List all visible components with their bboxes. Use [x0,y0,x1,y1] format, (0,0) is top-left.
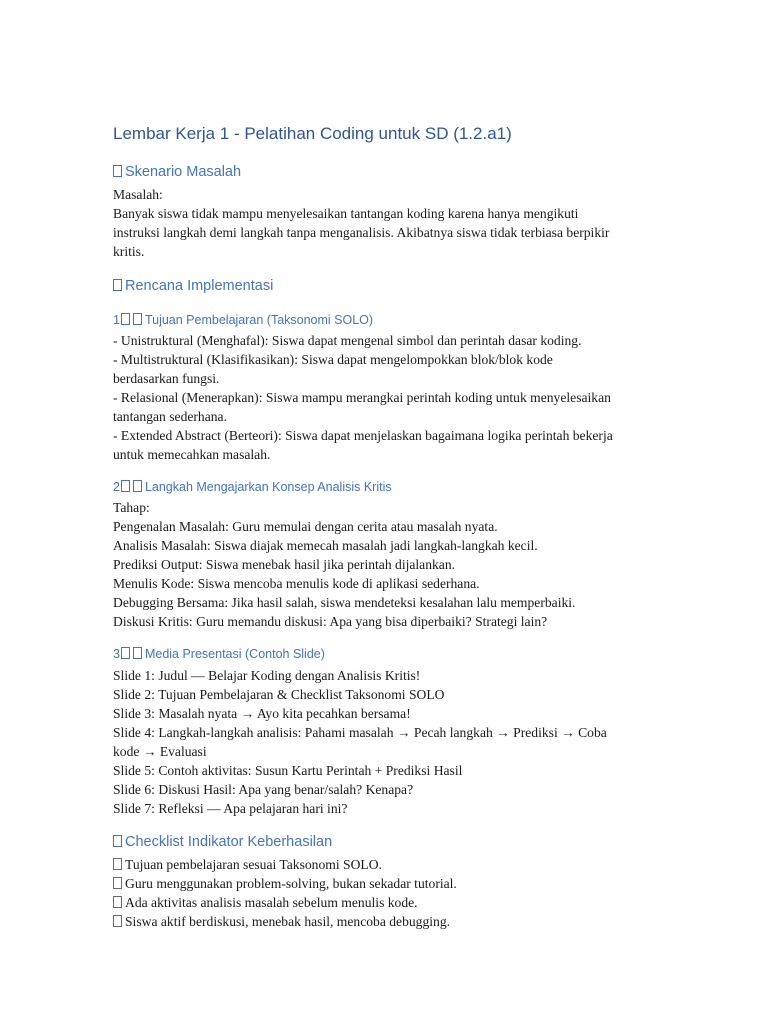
missing-glyph-icon [121,647,130,659]
body-line: tantangan sederhana. [113,409,227,424]
body-line: - Relasional (Menerapkan): Siswa mampu merangkai perintah koding untuk menyelesaikan [113,390,611,405]
checklist-item: Siswa aktif berdiskusi, menebak hasil, mencoba debugging. [113,912,673,931]
checklist-item: Tujuan pembelajaran sesuai Taksonomi SOLO. [113,855,673,874]
checkbox-icon [113,877,122,889]
media-body [113,666,673,818]
missing-glyph-icon [113,165,122,177]
body-line: - Multistruktural (Klasifikasikan): Siswa dapat mengelompokkan blok/blok kode [113,352,553,367]
body-line: Tahap: [113,500,150,515]
body-line: Slide 4: Langkah-langkah analisis: Pahami masalah → Pecah langkah → Prediksi → Coba [113,725,607,740]
body-line: Diskusi Kritis: Guru memandu diskusi: Apa yang bisa diperbaiki? Strategi lain? [113,614,548,629]
body-line: Slide 5: Contoh aktivitas: Susun Kartu Perintah + Prediksi Hasil [113,763,463,778]
missing-glyph-icon [133,313,142,325]
checkbox-icon [113,915,122,927]
body-line: instruksi langkah demi langkah tanpa menganalisis. Akibatnya siswa tidak terbiasa berpikir [113,225,610,240]
missing-glyph-icon [133,647,142,659]
section-heading-skenario: Skenario Masalah [113,164,241,180]
document-title: Lembar Kerja 1 - Pelatihan Coding untuk SD (1.2.a1) [113,124,512,143]
missing-glyph-icon [113,835,122,847]
body-line: Slide 7: Refleksi — Apa pelajaran hari ini? [113,801,348,816]
body-line: untuk memecahkan masalah. [113,447,271,462]
checkbox-icon [113,858,122,870]
subheading-langkah: 2 Langkah Mengajarkan Konsep Analisis Kritis [113,480,392,494]
skenario-body [113,185,673,261]
body-line: Debugging Bersama: Jika hasil salah, siswa mendeteksi kesalahan lalu memperbaiki. [113,595,576,610]
subheading-media: 3 Media Presentasi (Contoh Slide) [113,647,325,661]
checklist-item: Ada aktivitas analisis masalah sebelum menulis kode. [113,893,673,912]
body-line: Banyak siswa tidak mampu menyelesaikan tantangan koding karena hanya mengikuti [113,206,579,221]
missing-glyph-icon [121,480,130,492]
missing-glyph-icon [113,279,122,291]
body-line: Analisis Masalah: Siswa diajak memecah masalah jadi langkah-langkah kecil. [113,538,538,553]
langkah-body [113,498,673,631]
body-line: Prediksi Output: Siswa menebak hasil jika perintah dijalankan. [113,557,456,572]
body-line: Pengenalan Masalah: Guru memulai dengan cerita atau masalah nyata. [113,519,498,534]
checkbox-icon [113,896,122,908]
checklist-body [113,855,673,931]
checklist-item: Guru menggunakan problem-solving, bukan sekadar tutorial. [113,874,673,893]
body-line: Menulis Kode: Siswa mencoba menulis kode di aplikasi sederhana. [113,576,480,591]
tujuan-body [113,331,673,464]
body-line: berdasarkan fungsi. [113,371,220,386]
body-line: Slide 3: Masalah nyata → Ayo kita pecahkan bersama! [113,706,411,721]
body-line: - Extended Abstract (Berteori): Siswa dapat menjelaskan bagaimana logika perintah bekerja [113,428,613,443]
body-line: Slide 2: Tujuan Pembelajaran & Checklist Taksonomi SOLO [113,687,445,702]
subheading-tujuan: 1 Tujuan Pembelajaran (Taksonomi SOLO) [113,313,374,327]
body-line: Slide 1: Judul — Belajar Koding dengan Analisis Kritis! [113,668,421,683]
missing-glyph-icon [133,480,142,492]
section-heading-checklist: Checklist Indikator Keberhasilan [113,834,332,850]
body-line: - Unistruktural (Menghafal): Siswa dapat mengenal simbol dan perintah dasar koding. [113,333,582,348]
missing-glyph-icon [121,313,130,325]
body-line: kode → Evaluasi [113,744,207,759]
body-line: Masalah: [113,187,163,202]
body-line: kritis. [113,244,145,259]
body-line: Slide 6: Diskusi Hasil: Apa yang benar/salah? Kenapa? [113,782,414,797]
section-heading-rencana: Rencana Implementasi [113,278,273,294]
